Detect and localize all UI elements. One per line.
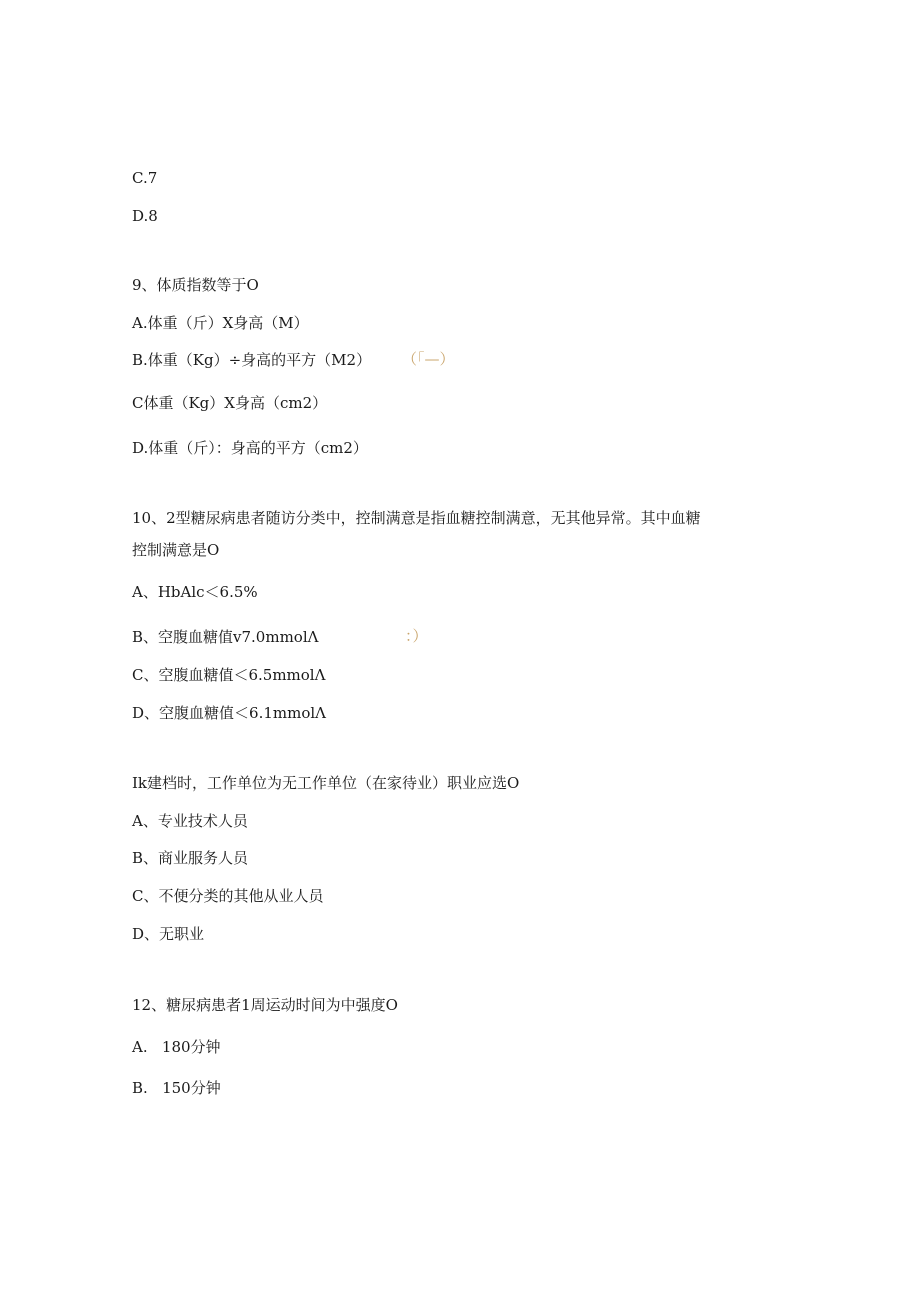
q9-option-b: B.体重（Kg）÷身高的平方（M2） [132,351,372,369]
q12-option-a: A. 180分钟 [132,1038,221,1056]
q12-stem: 12、糖尿病患者1周运动时间为中强度O [132,996,398,1014]
q9-stem: 9、体质指数等于O [132,276,259,294]
q12-option-b: B. 150分钟 [132,1079,221,1097]
q8-option-d: D.8 [132,207,158,225]
q10-option-b-mark: ：） [405,627,428,645]
q9-option-d: D.体重（斤）：身高的平方（cm2） [132,439,368,457]
q11-option-a: A、专业技术人员 [132,812,248,830]
q10-stem-line2: 控制满意是O [132,541,220,559]
q9-option-c: C体重（Kg）X身高（cm2） [132,394,328,412]
q11-option-d: D、无职业 [132,925,205,943]
q9-option-b-mark: （「—） [402,350,455,368]
q10-stem-line1: 10、2型糖尿病患者随访分类中，控制满意是指血糖控制满意，无其他异常。其中血糖 [132,509,701,527]
q10-option-a: A、HbAlc＜6.5% [132,583,258,601]
q11-option-b: B、商业服务人员 [132,849,249,867]
q11-option-c: C、不便分类的其他从业人员 [132,887,324,905]
q11-stem: Ik建档时，工作单位为无工作单位（在家待业）职业应选O [132,774,520,792]
q8-option-c: C.7 [132,169,158,187]
q9-option-a: A.体重（斤）X身高（M） [132,314,309,332]
q10-option-b: B、空腹血糖值v7.0mmolΛ [132,628,319,646]
q10-option-c: C、空腹血糖值＜6.5mmolΛ [132,666,326,684]
q10-option-d: D、空腹血糖值＜6.1mmolΛ [132,704,326,722]
